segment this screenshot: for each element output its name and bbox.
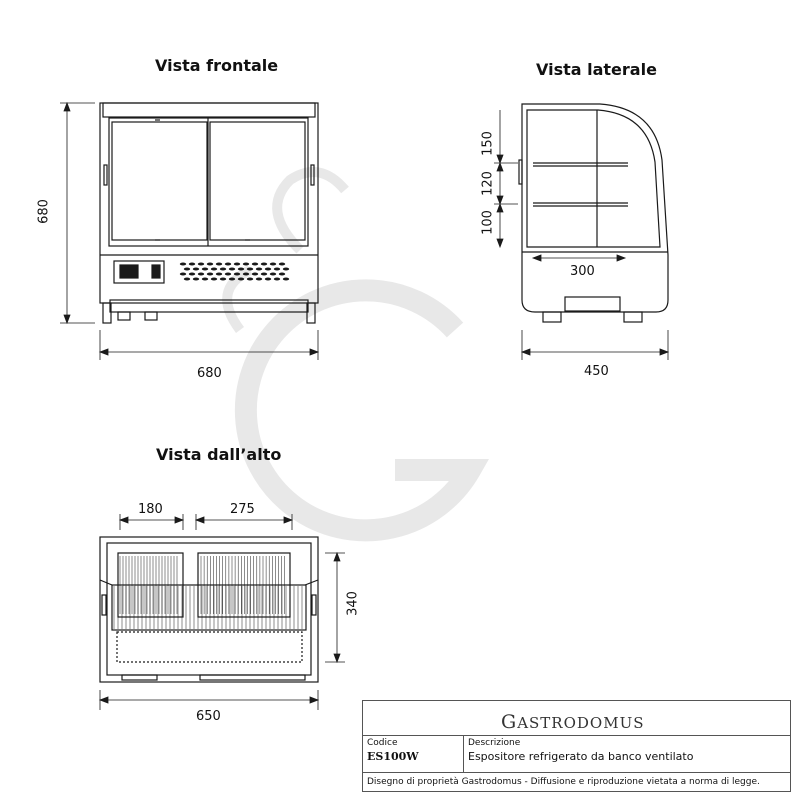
vent-slot [211,268,217,271]
vent-slot [243,273,249,276]
side-dimension-300: 300 [570,264,595,279]
brand-rest: ASTRODOMUS [517,714,645,732]
vent-slot [234,273,240,276]
side-view-title: Vista laterale [536,60,657,79]
vent-slot [207,273,213,276]
top-view-drawing [100,537,318,682]
top-view-title: Vista dall’alto [156,445,282,464]
top-width-dimension: 650 [196,709,221,724]
vent-slot [283,278,289,281]
title-block [362,700,791,792]
front-height-dimension: 680 [36,199,52,224]
code-label: Codice [367,738,398,748]
copyright-notice: Disegno di proprietà Gastrodomus - Diffusione e riproduzione vietata a norma di legge. [367,777,760,787]
vent-slot [189,273,195,276]
side-width-dimension: 450 [584,364,609,379]
vent-slot [189,263,195,266]
brand-logo [363,701,790,736]
top-dimension-275: 275 [230,502,255,517]
vent-slot [193,268,199,271]
vent-slot [243,263,249,266]
side-dimension-100: 100 [480,210,496,235]
front-view-title: Vista frontale [155,56,279,75]
vent-slot [198,263,204,266]
vent-slot [207,263,213,266]
side-dimension-150: 150 [480,131,496,156]
vent-slot [216,273,222,276]
vent-slot [270,263,276,266]
vent-slot [279,273,285,276]
brand-initial: G [501,711,518,733]
vent-slot [193,278,199,281]
side-dimension-120: 120 [480,171,496,196]
vent-slot [252,273,258,276]
top-basket-wire-lines [114,556,302,629]
vent-slot [180,263,186,266]
vent-slot [211,278,217,281]
vent-slot [225,273,231,276]
description-label: Descrizione [468,738,521,748]
vent-slot [238,278,244,281]
vent-slot [252,263,258,266]
vent-slot [279,263,285,266]
front-width-dimension: 680 [197,366,222,381]
vent-slot [274,278,280,281]
side-view-drawing [519,104,668,322]
vent-slot [180,273,186,276]
vent-slot [229,278,235,281]
front-view-drawing [100,103,318,323]
vent-slot [225,263,231,266]
brand-name [501,711,645,733]
vent-slot [234,263,240,266]
vent-slot [184,268,190,271]
vent-slot [270,273,276,276]
vent-slot [265,278,271,281]
vent-slot [283,268,289,271]
vent-slot [202,268,208,271]
description-value: Espositore refrigerato da banco ventilato [468,750,694,763]
watermark-logo [227,172,470,530]
vent-slot [274,268,280,271]
vent-slot [247,268,253,271]
vent-slot [220,278,226,281]
vent-slot [256,268,262,271]
vent-slot [265,268,271,271]
vent-slot [198,273,204,276]
vent-slot [256,278,262,281]
vent-slot [229,268,235,271]
vent-slot [184,278,190,281]
vent-slot [216,263,222,266]
vent-slot [220,268,226,271]
vent-slot [261,263,267,266]
top-dimension-180: 180 [138,502,163,517]
vent-slot [247,278,253,281]
vent-slot [261,273,267,276]
description-cell [464,736,790,772]
top-dimension-340: 340 [345,591,361,616]
vent-slot [202,278,208,281]
code-cell [363,736,464,772]
vent-slot [238,268,244,271]
code-value: ES100W [367,750,419,763]
title-block-info-row [363,736,790,773]
